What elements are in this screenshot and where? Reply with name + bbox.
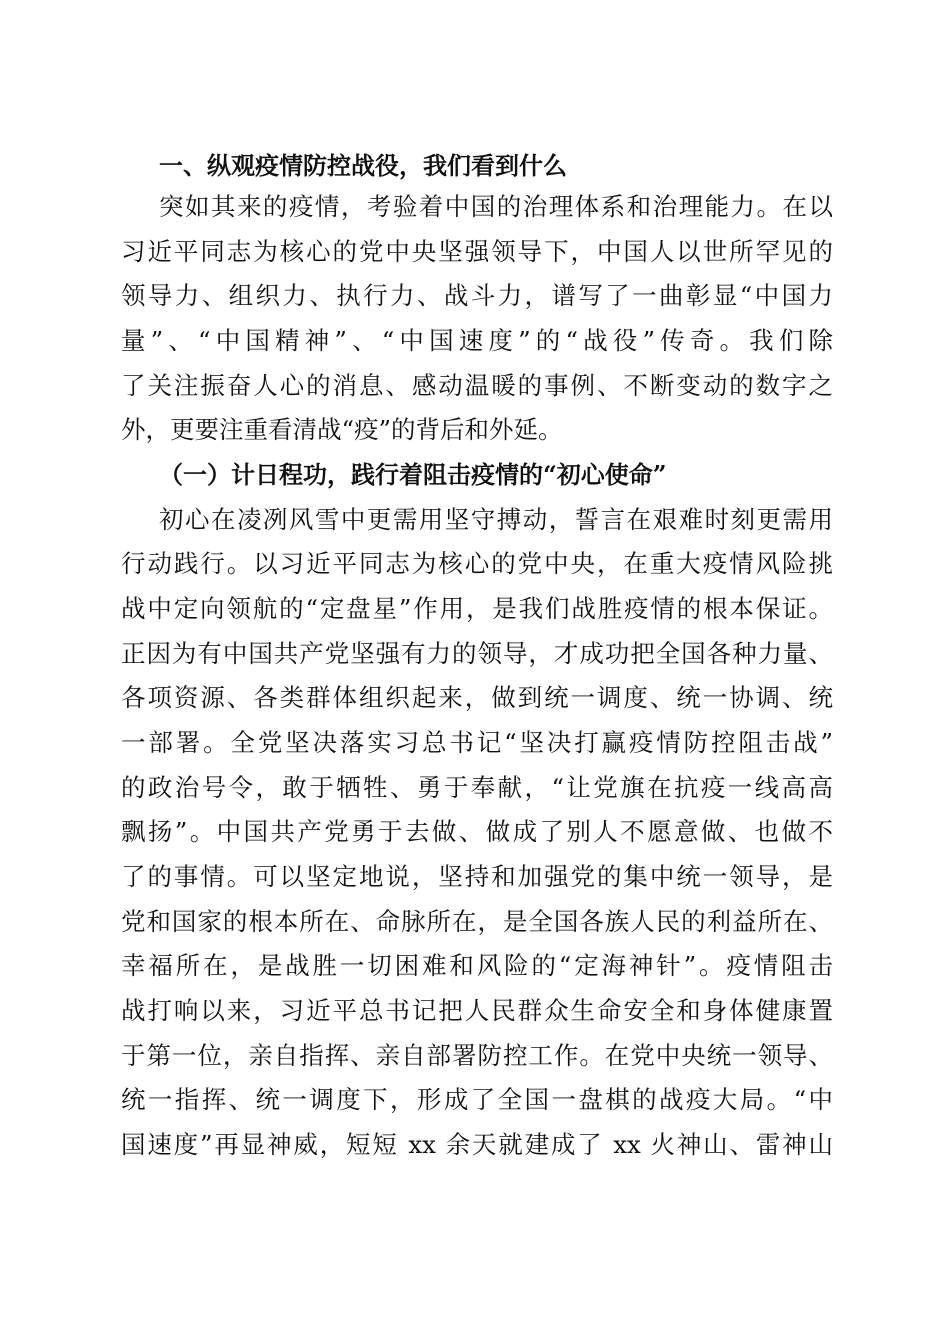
paragraph-2-line: 一部署。全党坚决落实习总书记“坚决打赢疫情防控阻击战” xyxy=(121,728,833,757)
section-heading: 一、纵观疫情防控战役，我们看到什么 xyxy=(159,152,567,180)
paragraph-2-line: 党和国家的根本所在、命脉所在，是全国各族人民的利益所在、 xyxy=(121,907,833,936)
paragraph-2-line: 正因为有中国共产党坚强有力的领导，才成功把全国各种力量、 xyxy=(121,639,833,668)
paragraph-2-line: 的政治号令，敢于牺牲、勇于奉献，“让党旗在抗疫一线高高 xyxy=(121,773,833,802)
paragraph-2-line: 各项资源、各类群体组织起来，做到统一调度、统一协调、统 xyxy=(121,683,833,712)
paragraph-1-line: 外，更要注重看清战“疫”的背后和外延。 xyxy=(121,415,563,444)
paragraph-1-line: 了关注振奋人心的消息、感动温暖的事例、不断变动的数字之 xyxy=(121,371,833,400)
paragraph-2-line: 飘扬”。中国共产党勇于去做、做成了别人不愿意做、也做不 xyxy=(121,817,833,846)
paragraph-2-line: 战打响以来，习近平总书记把人民群众生命安全和身体健康置 xyxy=(121,996,833,1025)
paragraph-1-line: 领导力、组织力、执行力、战斗力，谱写了一曲彰显“中国力 xyxy=(121,281,833,310)
paragraph-2-line: 战中定向领航的“定盘星”作用，是我们战胜疫情的根本保证。 xyxy=(121,594,833,623)
paragraph-2-line: 于第一位，亲自指挥、亲自部署防控工作。在党中央统一领导、 xyxy=(121,1041,833,1070)
subsection-heading: （一）计日程功，践行着阻击疫情的“初心使命” xyxy=(159,460,667,489)
paragraph-2-line: 幸福所在，是战胜一切困难和风险的“定海神针”。疫情阻击 xyxy=(121,951,833,980)
paragraph-2-line: 了的事情。可以坚定地说，坚持和加强党的集中统一领导，是 xyxy=(121,862,833,891)
paragraph-1-line: 量”、“中国精神”、“中国速度”的“战役”传奇。我们除 xyxy=(121,326,833,355)
paragraph-2-line: 国速度”再显神威，短短 xx 余天就建成了 xx 火神山、雷神山 xyxy=(121,1130,833,1159)
paragraph-1-line: 习近平同志为核心的党中央坚强领导下，中国人以世所罕见的 xyxy=(121,237,833,266)
paragraph-2-line: 初心在凌冽风雪中更需用坚守搏动，誓言在艰难时刻更需用 xyxy=(159,505,833,534)
paragraph-2-line: 统一指挥、统一调度下，形成了全国一盘棋的战疫大局。“中 xyxy=(121,1085,833,1114)
paragraph-2-line: 行动践行。以习近平同志为核心的党中央，在重大疫情风险挑 xyxy=(121,549,833,578)
paragraph-1-line: 突如其来的疫情，考验着中国的治理体系和治理能力。在以 xyxy=(159,192,833,221)
